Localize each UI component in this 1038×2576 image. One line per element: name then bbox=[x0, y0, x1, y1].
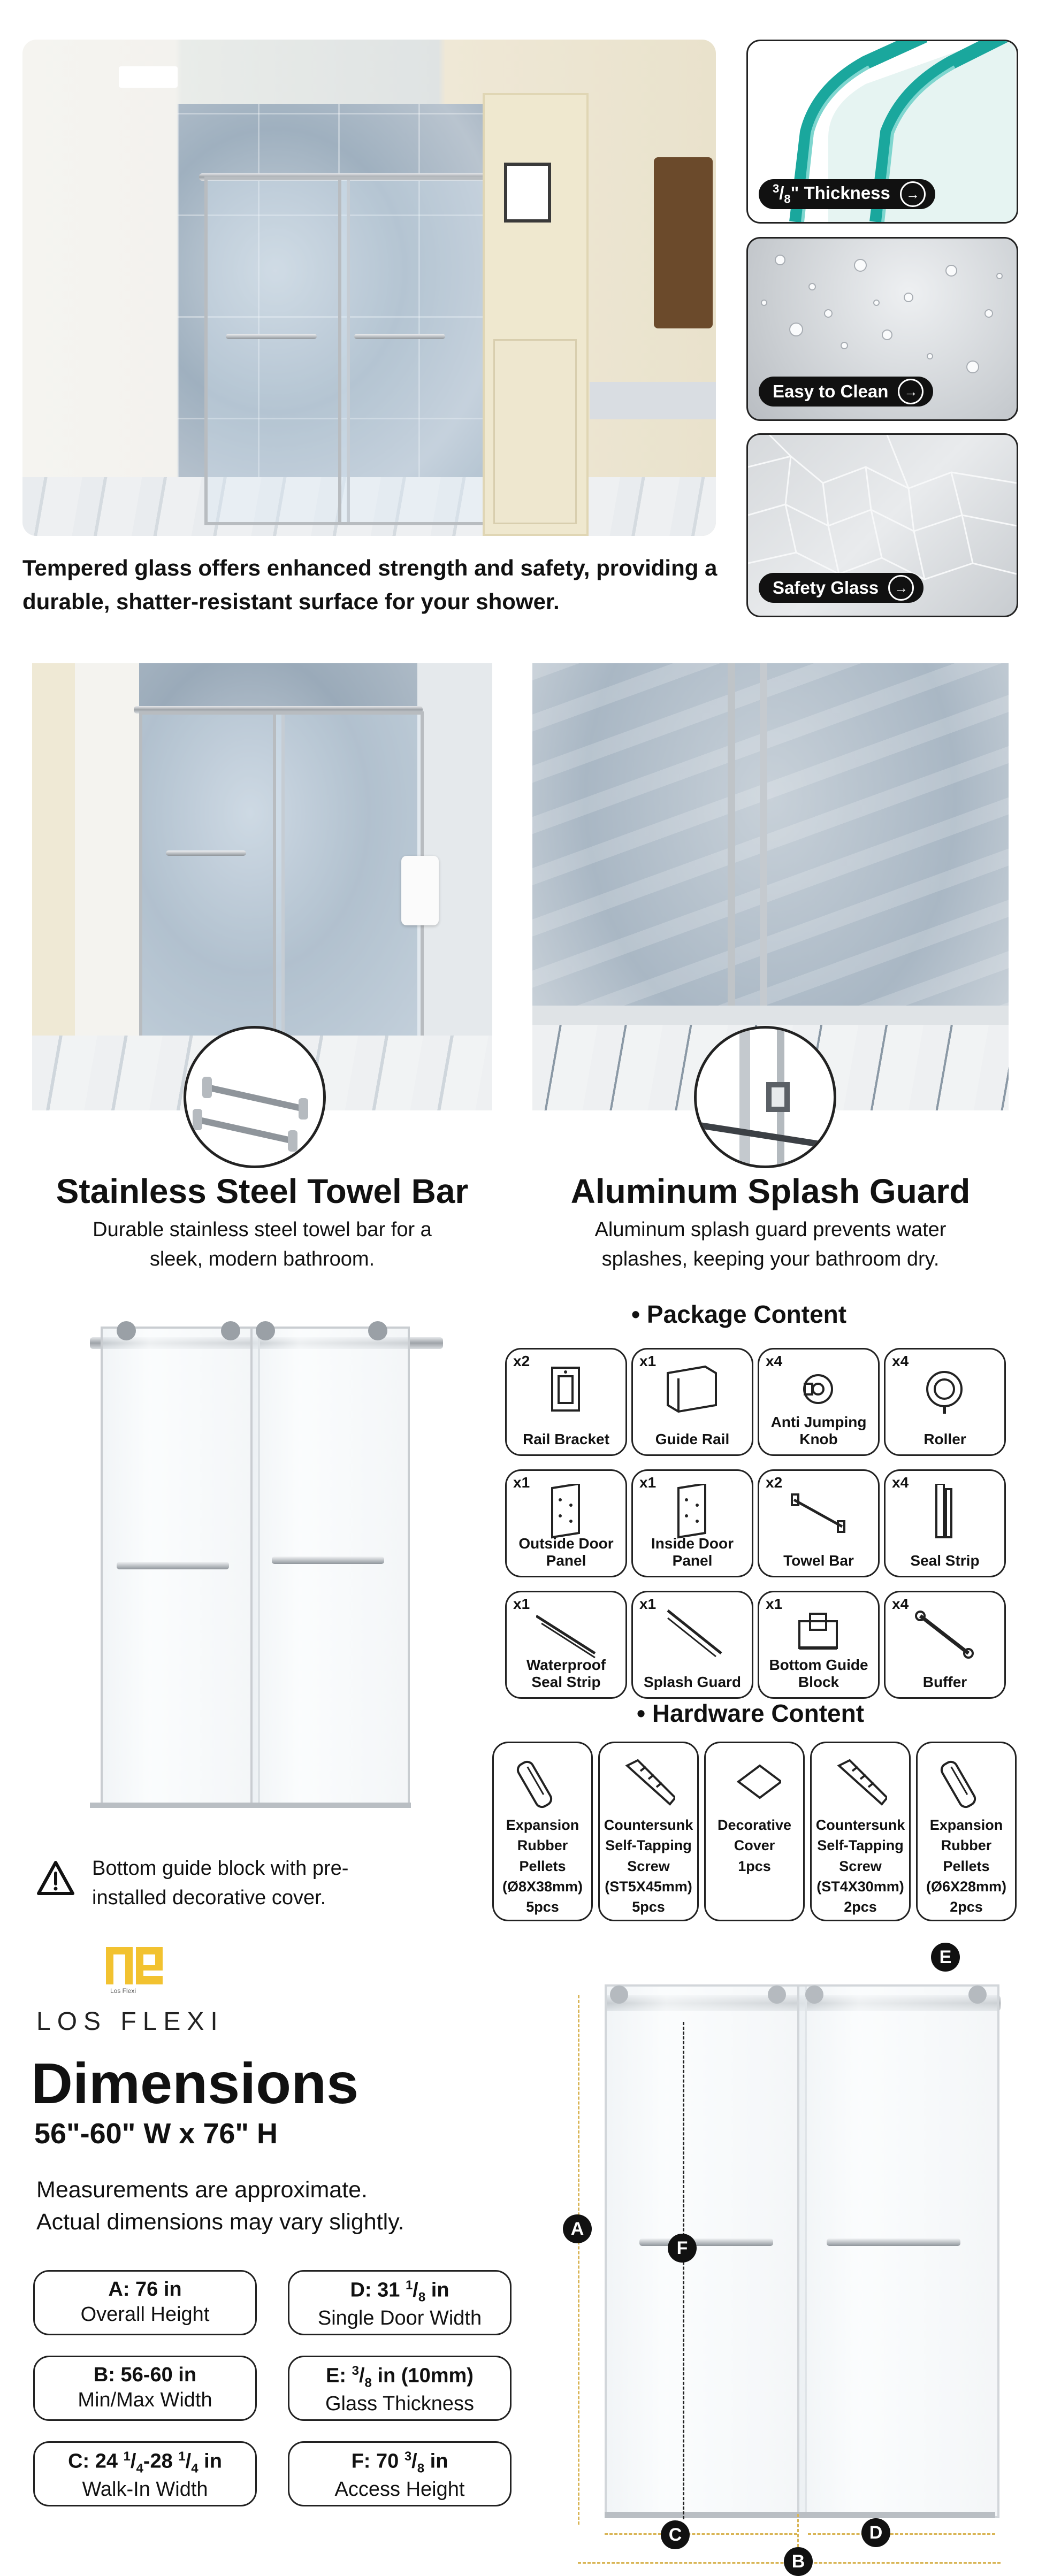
screw-icon bbox=[834, 1755, 887, 1811]
dimension-marker-e: E bbox=[931, 1943, 960, 1972]
rubber-pellet-icon bbox=[516, 1755, 569, 1811]
hardware-item-line: Expansion bbox=[506, 1817, 579, 1833]
fraction-numerator: 1 bbox=[405, 2278, 413, 2293]
hardware-item-label bbox=[496, 1815, 589, 1918]
fraction-denominator: 8 bbox=[417, 2461, 425, 2476]
hardware-item-line: Self-Tapping bbox=[817, 1837, 904, 1854]
package-item-label: Buffer bbox=[922, 1673, 967, 1690]
hardware-item-line: Countersunk bbox=[815, 1817, 905, 1833]
fraction-denominator: 8 bbox=[418, 2290, 426, 2305]
thickness-card bbox=[746, 40, 1018, 224]
package-item-label: Bottom Guide Block bbox=[769, 1656, 868, 1690]
measurement-note-2: Actual dimensions may vary slightly. bbox=[36, 2209, 404, 2235]
dimension-main-end: in bbox=[425, 2279, 449, 2302]
dimension-box bbox=[33, 2441, 257, 2506]
hardware-item-line: 2pcs bbox=[844, 1899, 877, 1915]
fraction-denominator: 8 bbox=[784, 192, 791, 206]
dimension-value: F: 70 $^3/_8$ in bbox=[351, 2449, 448, 2476]
package-item-card bbox=[758, 1348, 880, 1456]
package-content-heading: • Package Content bbox=[631, 1300, 847, 1328]
dimension-marker-f: F bbox=[668, 2234, 697, 2263]
arrow-right-circle-icon: → bbox=[898, 379, 923, 404]
towel-bar-desc: Durable stainless steel towel bar for a sleek, modern bathroom. bbox=[93, 1218, 432, 1271]
easy-to-clean-label: Easy to Clean bbox=[773, 381, 889, 401]
dimension-value: D: 31 $^1/_8$ in bbox=[350, 2278, 449, 2305]
dimension-main-end: -28 bbox=[143, 2450, 179, 2473]
hardware-item-line: Decorative bbox=[717, 1817, 792, 1833]
door-panel-icon bbox=[536, 1484, 596, 1539]
easy-to-clean-chip bbox=[759, 377, 933, 407]
dimension-value bbox=[35, 2364, 255, 2387]
hardware-item-line: (Ø6X28mm) bbox=[926, 1878, 1007, 1895]
seal-strip-icon bbox=[915, 1484, 975, 1539]
dimension-main: A: 76 in bbox=[108, 2278, 182, 2301]
package-item-label: Outside Door Panel bbox=[518, 1535, 614, 1569]
package-item-card bbox=[631, 1591, 753, 1699]
package-item-qty: x2 bbox=[766, 1474, 783, 1491]
hardware-item-line: Pellets bbox=[519, 1858, 566, 1874]
package-item-label: Anti Jumping Knob bbox=[770, 1413, 867, 1447]
screw-icon bbox=[622, 1755, 675, 1811]
logo-small-text: Los Flexi bbox=[110, 1987, 136, 1995]
package-item-card bbox=[758, 1469, 880, 1577]
hardware-item-line: Rubber bbox=[941, 1837, 992, 1854]
hardware-item-card bbox=[598, 1742, 699, 1921]
dimension-label: Min/Max Width bbox=[78, 2389, 212, 2411]
hardware-item-label bbox=[708, 1815, 801, 1876]
rail-bracket-icon bbox=[536, 1362, 596, 1418]
dimension-box bbox=[288, 2270, 512, 2335]
splash-guard-icon bbox=[662, 1605, 722, 1661]
dimension-marker-c: C bbox=[661, 2520, 690, 2549]
package-item-card bbox=[884, 1469, 1006, 1577]
dimension-box bbox=[33, 2356, 257, 2421]
hardware-item-line: Expansion bbox=[929, 1817, 1003, 1833]
dimension-main: D: 31 bbox=[350, 2279, 406, 2302]
measurement-note-1: Measurements are approximate. bbox=[36, 2177, 368, 2203]
package-item-qty: x1 bbox=[513, 1474, 530, 1491]
splash-guard-icon bbox=[697, 1029, 834, 1166]
door-product-illustration bbox=[90, 1305, 443, 1819]
fraction-numerator: 1 bbox=[123, 2449, 131, 2464]
package-item-card bbox=[505, 1591, 627, 1699]
towel-bar-icon bbox=[789, 1484, 849, 1539]
dimension-main-end: in (10mm) bbox=[371, 2364, 474, 2387]
hardware-item-line: Self-Tapping bbox=[605, 1837, 692, 1854]
splash-guard-zoom-circle bbox=[694, 1026, 836, 1168]
package-item-card bbox=[505, 1348, 627, 1456]
hardware-item-line: 2pcs bbox=[950, 1899, 983, 1915]
package-item-card bbox=[884, 1591, 1006, 1699]
dimension-box bbox=[288, 2441, 512, 2506]
brand-name: LOS FLEXI bbox=[36, 2007, 224, 2036]
hardware-item-line: Pellets bbox=[943, 1858, 990, 1874]
package-item-label: Rail Bracket bbox=[523, 1430, 609, 1447]
dimension-label: Access Height bbox=[334, 2478, 465, 2501]
package-item-card bbox=[505, 1469, 627, 1577]
hardware-item-card bbox=[810, 1742, 911, 1921]
hardware-item-line: Screw bbox=[839, 1858, 882, 1874]
package-item-qty: x4 bbox=[892, 1474, 909, 1491]
door-panel-icon bbox=[662, 1484, 722, 1539]
package-item-label: Guide Rail bbox=[655, 1430, 730, 1447]
fraction-numerator: 3 bbox=[352, 2364, 359, 2378]
hardware-item-line: Rubber bbox=[517, 1837, 568, 1854]
package-item-qty: x1 bbox=[639, 1353, 657, 1369]
package-item-qty: x1 bbox=[766, 1596, 783, 1612]
package-item-qty: x4 bbox=[892, 1353, 909, 1369]
easy-to-clean-card bbox=[746, 237, 1018, 421]
fraction-numerator: 3 bbox=[773, 182, 780, 196]
towel-bar-icon bbox=[186, 1029, 323, 1166]
hardware-item-line: Screw bbox=[627, 1858, 670, 1874]
package-item-label: Roller bbox=[923, 1430, 966, 1447]
package-item-qty: x1 bbox=[639, 1474, 657, 1491]
dimension-main: F: 70 bbox=[351, 2450, 404, 2473]
hardware-item-card bbox=[492, 1742, 593, 1921]
package-item-card bbox=[631, 1469, 753, 1577]
dimensions-title: Dimensions bbox=[31, 2051, 359, 2115]
safety-glass-label: Safety Glass bbox=[773, 578, 879, 597]
thickness-label: " Thickness bbox=[790, 183, 890, 203]
dimension-value bbox=[35, 2278, 255, 2301]
bottom-guide-note: Bottom guide block with pre-installed decorative cover. bbox=[92, 1857, 349, 1910]
splash-guard-title: Aluminum Splash Guard bbox=[570, 1172, 971, 1210]
fraction-denominator: 4 bbox=[191, 2461, 199, 2476]
fraction-denominator: 8 bbox=[364, 2375, 372, 2390]
safety-glass-card bbox=[746, 433, 1018, 617]
dimension-main-end: in bbox=[424, 2450, 448, 2473]
fraction-numerator: 1 bbox=[178, 2449, 186, 2464]
package-item-card bbox=[884, 1348, 1006, 1456]
guide-rail-icon bbox=[662, 1362, 722, 1418]
hardware-item-line: Countersunk bbox=[604, 1817, 693, 1833]
bathroom-shower-photo bbox=[22, 40, 716, 536]
dimension-value: E: $^3/_8$ in (10mm) bbox=[326, 2364, 474, 2390]
package-item-label: Seal Strip bbox=[910, 1552, 980, 1569]
hardware-item-label bbox=[920, 1815, 1013, 1918]
package-item-qty: x1 bbox=[513, 1596, 530, 1612]
dimension-main: C: 24 bbox=[68, 2450, 124, 2473]
hardware-item-line: (ST4X30mm) bbox=[816, 1878, 904, 1895]
package-item-label: Towel Bar bbox=[783, 1552, 854, 1569]
hardware-item-card bbox=[916, 1742, 1017, 1921]
package-item-card bbox=[758, 1591, 880, 1699]
dimension-label: Single Door Width bbox=[317, 2307, 482, 2330]
fraction-denominator: 4 bbox=[136, 2461, 143, 2476]
hardware-item-label bbox=[814, 1815, 907, 1918]
bottom-guide-block-icon bbox=[789, 1605, 849, 1661]
package-item-qty: x2 bbox=[513, 1353, 530, 1369]
dimension-main-end: in bbox=[198, 2450, 222, 2473]
dimension-main: B: 56-60 in bbox=[93, 2364, 197, 2386]
package-item-qty: x4 bbox=[766, 1353, 783, 1369]
rubber-pellet-icon bbox=[940, 1755, 993, 1811]
dimension-label: Walk-In Width bbox=[82, 2478, 208, 2501]
waterproof-seal-strip-icon bbox=[536, 1605, 596, 1661]
dimension-box bbox=[288, 2356, 512, 2421]
towel-bar-title: Stainless Steel Towel Bar bbox=[56, 1172, 469, 1210]
towel-bar-zoom-circle bbox=[184, 1026, 326, 1168]
arrow-right-circle-icon: → bbox=[888, 575, 914, 601]
dimension-marker-d: D bbox=[861, 2518, 890, 2547]
dimension-drawing bbox=[556, 1946, 1017, 2572]
dimension-marker-a: A bbox=[563, 2214, 592, 2243]
package-item-label: Splash Guard bbox=[643, 1673, 742, 1690]
decorative-cover-icon bbox=[728, 1755, 781, 1811]
dimension-value: C: 24 $^1/_4-28$ $^1/_4$ in bbox=[68, 2449, 222, 2476]
dimension-label: Glass Thickness bbox=[325, 2393, 475, 2416]
dimensions-size: 56"-60" W x 76" H bbox=[34, 2118, 278, 2150]
package-item-label: Waterproof Seal Strip bbox=[526, 1656, 606, 1690]
warning-icon bbox=[36, 1860, 75, 1896]
los-flexi-logo-icon bbox=[106, 1947, 165, 1995]
thickness-chip: $^3/_8$" Thickness → bbox=[759, 179, 935, 209]
package-item-card bbox=[631, 1348, 753, 1456]
anti-jumping-knob-icon bbox=[789, 1362, 849, 1418]
hardware-item-line: Cover bbox=[734, 1837, 775, 1854]
tempered-glass-caption: Tempered glass offers enhanced strength and safety, providing a durable, shatter-resistant surface for your shower. bbox=[22, 555, 718, 614]
splash-guard-desc: Aluminum splash guard prevents water splashes, keeping your bathroom dry. bbox=[594, 1218, 947, 1271]
hardware-item-line: (Ø8X38mm) bbox=[502, 1878, 583, 1895]
hardware-item-card bbox=[704, 1742, 805, 1921]
arrow-right-circle-icon: → bbox=[900, 181, 926, 207]
hardware-item-line: 5pcs bbox=[526, 1899, 559, 1915]
safety-glass-chip bbox=[759, 573, 923, 603]
package-item-qty: x4 bbox=[892, 1596, 909, 1612]
buffer-icon bbox=[915, 1605, 975, 1661]
hardware-item-line: 5pcs bbox=[632, 1899, 665, 1915]
fraction-numerator: 3 bbox=[404, 2449, 412, 2464]
roller-icon bbox=[915, 1362, 975, 1418]
package-item-label: Inside Door Panel bbox=[651, 1535, 734, 1569]
dimension-box bbox=[33, 2270, 257, 2335]
package-item-qty: x1 bbox=[639, 1596, 657, 1612]
hardware-item-label bbox=[602, 1815, 695, 1918]
hardware-item-line: 1pcs bbox=[738, 1858, 771, 1874]
dimension-marker-b: B bbox=[784, 2547, 813, 2576]
hardware-content-heading: • Hardware Content bbox=[637, 1699, 865, 1727]
hardware-item-line: (ST5X45mm) bbox=[605, 1878, 692, 1895]
dimension-label: Overall Height bbox=[80, 2303, 210, 2326]
dimension-main: E: bbox=[326, 2364, 352, 2387]
